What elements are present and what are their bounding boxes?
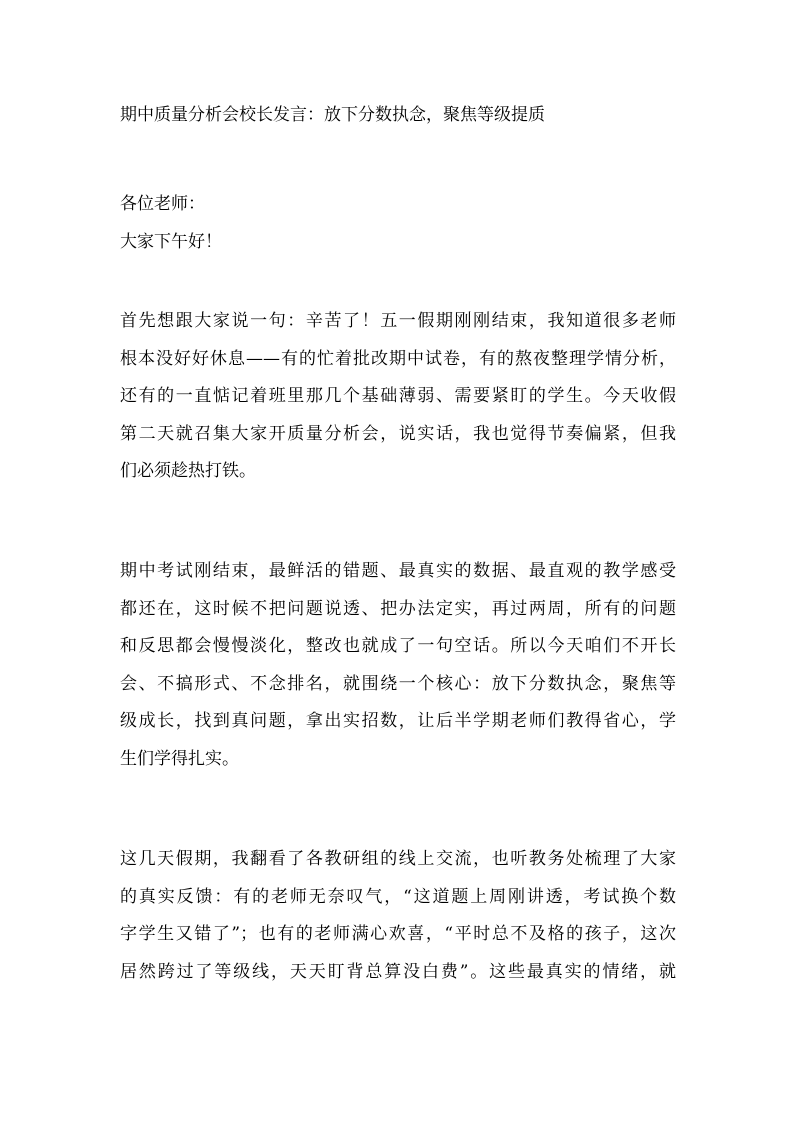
paragraph-line: 第二天就召集大家开质量分析会，说实话，我也觉得节奏偏紧，但我	[120, 423, 676, 444]
paragraph-line: 级成长，找到真问题，拿出实招数，让后半学期老师们教得省心，学	[120, 711, 676, 731]
paragraph-line: 期中考试刚结束，最鲜活的错题、最真实的数据、最直观的教学感受	[120, 561, 676, 581]
paragraph-2	[120, 553, 676, 778]
paragraph-line: 会、不搞形式、不念排名，就围绕一个核心：放下分数执念，聚焦等	[120, 673, 676, 694]
paragraph-line: 都还在，这时候不把问题说透、把办法定实，再过两周，所有的问题	[120, 598, 676, 619]
paragraph-line: 和反思都会慢慢淡化，整改也就成了一句空话。所以今天咱们不开长	[120, 636, 676, 656]
paragraph-line: 居然跨过了等级线，天天盯背总算没白费”。这些最真实的情绪，就	[120, 961, 676, 982]
salutation: 各位老师：	[120, 194, 205, 214]
paragraph-line: 根本没好好休息——有的忙着批改期中试卷，有的熬夜整理学情分析，	[120, 348, 676, 369]
paragraph-1	[120, 303, 676, 491]
paragraph-line: 还有的一直惦记着班里那几个基础薄弱、需要紧盯的学生。今天收假	[120, 386, 676, 406]
paragraph-line: 生们学得扎实。	[120, 748, 239, 769]
document-title: 期中质量分析会校长发言：放下分数执念，聚焦等级提质	[120, 105, 545, 125]
greeting: 大家下午好！	[120, 232, 222, 252]
salutation-block	[120, 185, 680, 261]
paragraph-3	[120, 841, 676, 991]
paragraph-line: 们必须趁热打铁。	[120, 461, 256, 481]
paragraph-line: 首先想跟大家说一句：辛苦了！五一假期刚刚结束，我知道很多老师	[120, 311, 676, 331]
paragraph-line: 的真实反馈：有的老师无奈叹气，“这道题上周刚讲透，考试换个数	[120, 886, 676, 907]
paragraph-line: 这几天假期，我翻看了各教研组的线上交流，也听教务处梳理了大家	[120, 849, 676, 869]
paragraph-line: 字学生又错了”；也有的老师满心欢喜，“平时总不及格的孩子，这次	[120, 924, 676, 944]
